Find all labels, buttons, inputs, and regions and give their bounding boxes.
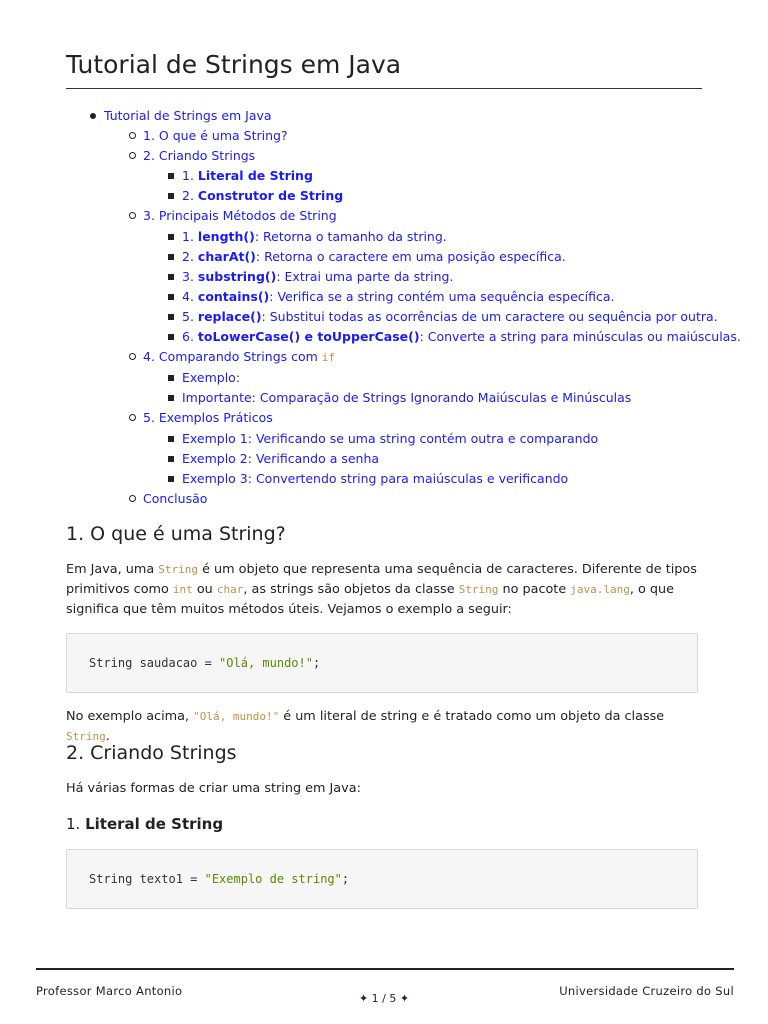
toc-item-example-2	[66, 449, 726, 469]
toc-item-constructor	[66, 186, 726, 206]
toc-item-root	[66, 106, 726, 126]
inline-code: java.lang	[570, 583, 630, 596]
toc-number: 4.	[182, 288, 198, 304]
toc-item-important	[66, 388, 726, 408]
code-block-saudacao	[66, 633, 698, 693]
toc-link-substring[interactable]	[182, 269, 453, 284]
toc-item-section-1	[66, 126, 726, 146]
toc-method-desc: : Substitui todas as ocorrências de um caractere ou sequência por outra.	[261, 308, 718, 324]
text: , as strings são objetos da classe	[243, 582, 459, 597]
toc-link-important[interactable]: Importante: Comparação de Strings Ignorando Maiúsculas e Minúsculas	[182, 390, 632, 406]
string-literal: "Exemplo de string"	[204, 872, 342, 886]
inline-code: String	[458, 583, 499, 596]
code-text: ;	[341, 872, 350, 886]
toc-link-charat[interactable]	[182, 249, 566, 264]
toc-method-name: replace()	[197, 308, 262, 324]
text: , o que significa que têm muitos métodos úteis. Vejamos o exemplo a seguir:	[66, 582, 675, 617]
inline-code: int	[172, 583, 193, 596]
text: No exemplo acima,	[66, 709, 194, 724]
toc-item-example-3	[66, 469, 726, 489]
toc-link-example-3[interactable]: Exemplo 3: Convertendo string para maiúsculas e verificando	[182, 470, 569, 486]
inline-code: char	[216, 583, 244, 596]
toc-link-conclusion[interactable]: Conclusão	[143, 490, 208, 506]
toc-item-length	[66, 227, 726, 247]
toc-item-replace	[66, 307, 726, 327]
inline-code: "Olá, mundo!"	[193, 710, 280, 723]
toc-item-contains	[66, 287, 726, 307]
toc-link-example-1[interactable]: Exemplo 1: Verificando se uma string contém outra e comparando	[182, 430, 599, 446]
toc-label: 4. Comparando Strings com	[143, 349, 322, 365]
toc-link-constructor[interactable]	[182, 188, 343, 203]
section-heading-creating-strings: 2. Criando Strings	[66, 742, 237, 764]
toc-method-name: contains()	[197, 288, 270, 304]
code-text: String saudacao =	[89, 656, 220, 670]
toc-method-desc: : Extrai uma parte da string.	[276, 268, 454, 284]
toc-link-section-3[interactable]: 3. Principais Métodos de String	[143, 208, 337, 224]
toc-method-name: length()	[197, 228, 255, 244]
toc-number: 6.	[182, 329, 198, 345]
toc-number: 3.	[182, 268, 198, 284]
string-literal: "Olá, mundo!"	[219, 656, 313, 670]
paragraph-creating-intro: Há várias formas de criar uma string em Java:	[66, 781, 361, 796]
toc-link-section-1[interactable]: 1. O que é uma String?	[143, 128, 288, 144]
toc-number: 2.	[182, 188, 198, 204]
toc-item-section-4	[66, 347, 726, 368]
toc-number: 2.	[182, 248, 198, 264]
toc-item-section-5	[66, 408, 726, 428]
toc-item-conclusion	[66, 489, 726, 509]
toc-link-section-5[interactable]: 5. Exemplos Práticos	[143, 410, 273, 426]
toc-link-case[interactable]	[182, 329, 741, 344]
subsection-title: Literal de String	[85, 815, 224, 833]
code-text: ;	[312, 656, 321, 670]
subsection-number: 1.	[66, 815, 86, 833]
footer-author: Professor Marco Antonio	[36, 984, 183, 998]
toc-method-name: substring()	[197, 268, 277, 284]
paragraph-intro	[66, 560, 706, 620]
toc-method-desc: : Retorna o tamanho da string.	[254, 228, 447, 244]
toc-link-literal[interactable]	[182, 168, 313, 183]
toc-item-example-1	[66, 429, 726, 449]
page-title: Tutorial de Strings em Java	[66, 48, 702, 89]
toc-item-substring	[66, 267, 726, 287]
toc-link-length[interactable]	[182, 229, 447, 244]
subsection-heading-literal	[66, 815, 223, 833]
toc-label: Literal de String	[197, 168, 313, 184]
footer-institution: Universidade Cruzeiro do Sul	[559, 984, 734, 998]
toc-link-example-2[interactable]: Exemplo 2: Verificando a senha	[182, 450, 380, 466]
page-number: ✦ 1 / 5 ✦	[358, 992, 410, 1005]
text: .	[105, 729, 110, 744]
toc-link-replace[interactable]	[182, 309, 718, 324]
toc-method-name: charAt()	[197, 248, 256, 264]
text: no pacote	[498, 582, 571, 597]
toc-method-desc: : Retorna o caractere em uma posição específica.	[255, 248, 566, 264]
toc-link-root[interactable]: Tutorial de Strings em Java	[104, 108, 272, 123]
toc-number: 1.	[182, 168, 198, 184]
inline-code: if	[321, 351, 336, 365]
toc-number: 5.	[182, 308, 198, 324]
toc-item-section-2	[66, 146, 726, 166]
footer-divider	[36, 968, 734, 970]
inline-code: String	[158, 563, 199, 576]
toc-link-section-2[interactable]: 2. Criando Strings	[143, 148, 256, 164]
inline-code: String	[66, 730, 106, 743]
toc-method-name: toLowerCase() e toUpperCase()	[197, 329, 420, 345]
code-block-texto1	[66, 849, 698, 909]
text: é um objeto que representa uma sequência de caracteres. Diferente de tipos primitivos como	[66, 562, 697, 597]
toc-item-section-3	[66, 206, 726, 226]
table-of-contents	[66, 106, 741, 509]
text: é um literal de string e é tratado como um objeto da classe	[279, 709, 665, 724]
section-heading-what-is-string: 1. O que é uma String?	[66, 523, 286, 545]
toc-number: 1.	[182, 228, 198, 244]
toc-item-literal	[66, 166, 726, 186]
toc-label: Construtor de String	[197, 188, 344, 204]
toc-method-desc: : Converte a string para minúsculas ou maiúsculas.	[419, 329, 741, 345]
text: Em Java, uma	[66, 562, 159, 577]
toc-item-charat	[66, 247, 726, 267]
paragraph-example-explanation	[66, 707, 706, 747]
toc-link-contains[interactable]	[182, 289, 615, 304]
toc-item-example	[66, 368, 726, 388]
toc-method-desc: : Verifica se a string contém uma sequência específica.	[269, 288, 615, 304]
toc-item-case	[66, 327, 741, 347]
toc-link-example[interactable]: Exemplo:	[182, 370, 241, 386]
text: ou	[192, 582, 217, 597]
toc-link-section-4[interactable]	[143, 349, 335, 364]
code-text: String texto1 =	[89, 872, 205, 886]
